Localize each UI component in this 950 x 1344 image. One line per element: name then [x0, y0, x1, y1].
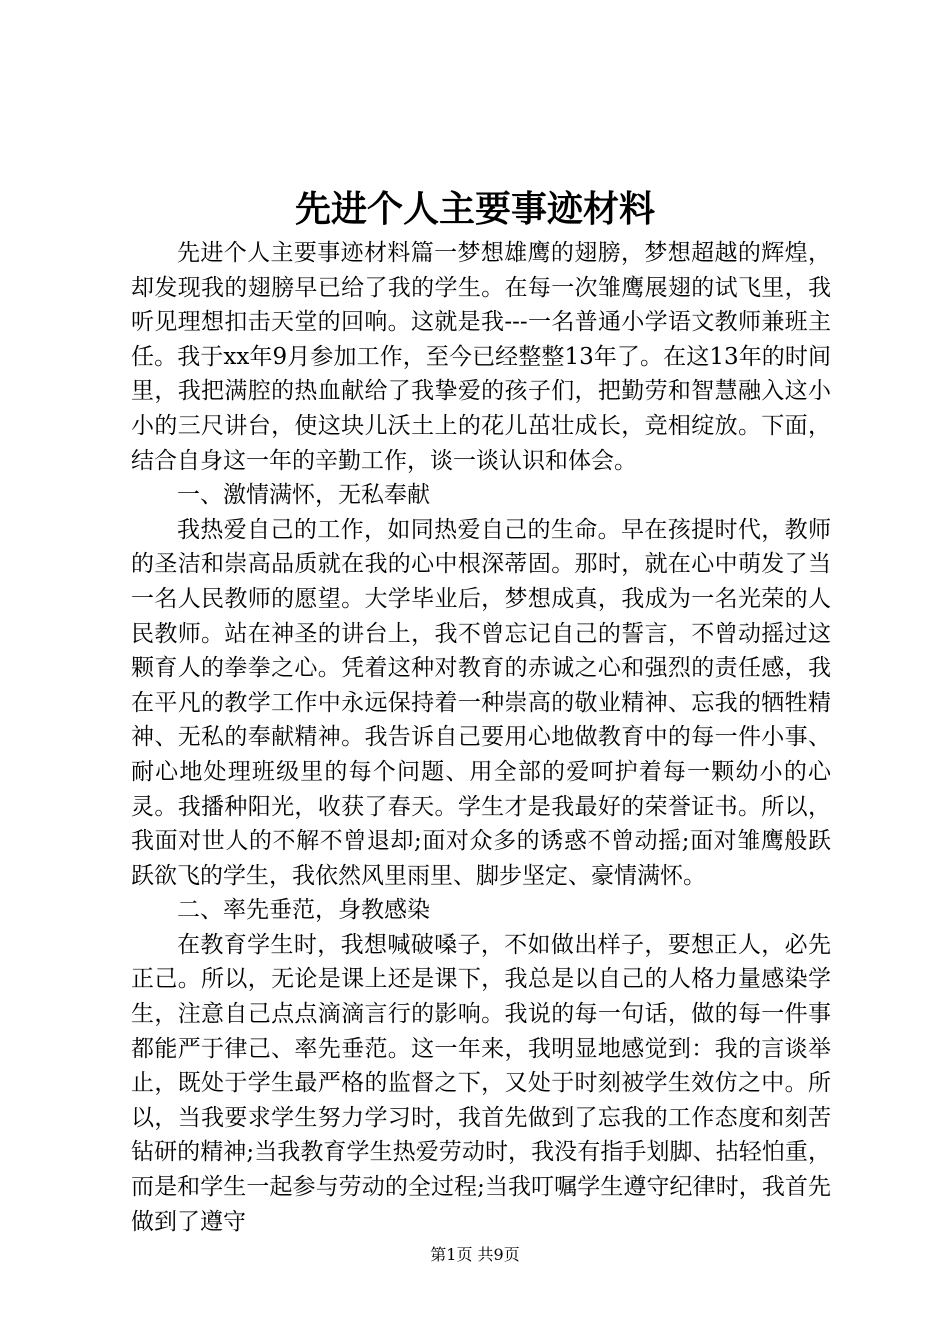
- document-title: 先进个人主要事迹材料: [294, 188, 655, 230]
- section-heading-2: 二、率先垂范，身教感染: [177, 897, 430, 924]
- paragraph-section-2: 在教育学生时，我想喊破嗓子，不如做出样子，要想正人，必先正己。所以，无论是课上还是课下，我总是以自己的人格力量感染学生，注意自己点点滴滴言行的影响。我说的每一句话，做的每一件事都能严于律己、率先垂范。这一年来，我明显地感觉到：我的言谈举止，既处于学生最严格的监督之下，又处于时刻被学生效仿之中。所以，当我要求学生努力学习时，我首先做到了忘我的工作态度和刻苦钻研的精神;当我教育学生热爱劳动时，我没有指手划脚、拈轻怕重，而是和学生一起参与劳动的全过程;当我叮嘱学生遵守纪律时，我首先做到了遵守: [131, 931, 831, 1235]
- section-heading-1: 一、激情满怀，无私奉献: [177, 482, 430, 509]
- page-footer: 第1页 共9页: [430, 1245, 520, 1264]
- paragraph-section-1: 我热爱自己的工作，如同热爱自己的生命。早在孩提时代，教师的圣洁和崇高品质就在我的心中根深蒂固。那时，就在心中萌发了当一名人民教师的愿望。大学毕业后，梦想成真，我成为一名光荣的人民教师。站在神圣的讲台上，我不曾忘记自己的誓言，不曾动摇过这颗育人的拳拳之心。凭着这种对教育的赤诚之心和强烈的责任感，我在平凡的教学工作中永远保持着一种崇高的敬业精神、忘我的牺牲精神、无私的奉献精神。我告诉自己要用心地做教育中的每一件小事、耐心地处理班级里的每个问题、用全部的爱呵护着每一颗幼小的心灵。我播种阳光，收获了春天。学生才是我最好的荣誉证书。所以，我面对世人的不解不曾退却;面对众多的诱惑不曾动摇;面对雏鹰般跃跃欲飞的学生，我依然风里雨里、脚步坚定、豪情满怀。: [131, 516, 831, 889]
- document-body: [131, 236, 831, 1239]
- paragraph-intro: 先进个人主要事迹材料篇一梦想雄鹰的翅膀，梦想超越的辉煌，却发现我的翅膀早已给了我的学生。在每一次雏鹰展翅的试飞里，我听见理想扣击天堂的回响。这就是我---一名普通小学语文教师兼班主任。我于xx年9月参加工作，至今已经整整13年了。在这13年的时间里，我把满腔的热血献给了我挚爱的孩子们，把勤劳和智慧融入这小小的三尺讲台，使这块儿沃土上的花儿茁壮成长，竞相绽放。下面，结合自身这一年的辛勤工作，谈一谈认识和体会。: [131, 240, 831, 474]
